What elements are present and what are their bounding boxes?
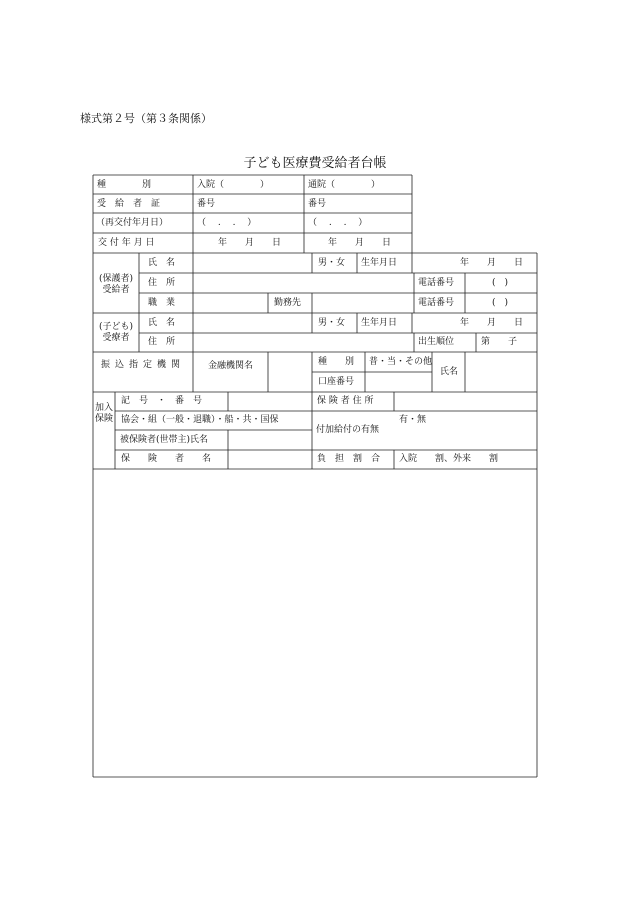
account-type-label: 種 別 (318, 357, 355, 367)
insurance-kind-field[interactable]: 協会・組（一般・退職）・船・共・国保 (121, 415, 279, 425)
guardian-occupation-label: 職 業 (148, 298, 176, 308)
issue-date-field-b[interactable]: 年 月 日 (328, 238, 392, 248)
cert-number-field-a[interactable]: 番号 (197, 199, 216, 209)
issue-date-label: 交 付 年 月 日 (98, 238, 155, 248)
burden-ratio-field[interactable]: 入院 割、外来 割 (399, 454, 499, 464)
guardian-phone-field-1[interactable]: ( ) (492, 278, 509, 288)
guardian-address-label: 住 所 (148, 278, 176, 288)
type-label: 種 別 (97, 180, 152, 190)
insurer-name-label: 保 険 者 名 (121, 454, 212, 464)
guardian-group-label: (保護者) 受給者 (98, 274, 134, 295)
notes-area[interactable] (94, 470, 536, 776)
reissue-date-field-b[interactable]: （ . . ） (308, 218, 368, 228)
insurance-symbol-label: 記 号 ・ 番 号 (121, 396, 203, 406)
recipient-cert-label: 受 給 者 証 (97, 199, 161, 209)
form-title: 子ども医療費受給者台帳 (243, 156, 387, 171)
reissue-date-label: （再交付年月日） (96, 218, 169, 228)
guardian-birth-field[interactable]: 年 月 日 (460, 258, 524, 268)
additional-benefit-label: 付加給付の有無 (316, 425, 380, 435)
designated-institution-label: 振込指定機関 (100, 360, 185, 370)
burden-ratio-label: 負 担 割 合 (317, 454, 381, 464)
account-number-label: 口座番号 (318, 377, 355, 387)
inpatient-field[interactable]: 入院（ ） (197, 180, 270, 190)
child-group-label: (子ども) 受療者 (98, 322, 134, 343)
financial-institution-label: 金融機関名 (207, 361, 253, 371)
issue-date-field-a[interactable]: 年 月 日 (218, 238, 282, 248)
guardian-phone-label-1: 電話番号 (418, 278, 455, 288)
guardian-name-label: 氏 名 (148, 258, 176, 268)
outpatient-field[interactable]: 通院（ ） (308, 180, 381, 190)
reissue-date-field-a[interactable]: （ . . ） (197, 218, 257, 228)
child-birth-order-field[interactable]: 第 子 (481, 337, 518, 347)
child-name-label: 氏 名 (148, 318, 176, 328)
child-birth-label: 生年月日 (361, 318, 398, 328)
child-birth-field[interactable]: 年 月 日 (460, 318, 524, 328)
insurance-group-label: 加入保険 (95, 403, 114, 424)
cert-number-field-b[interactable]: 番号 (308, 199, 327, 209)
account-holder-label: 氏名 (440, 367, 459, 377)
insured-name-label: 被保険者(世帯主)氏名 (120, 435, 209, 445)
additional-benefit-field[interactable]: 有・無 (399, 415, 427, 425)
guardian-phone-label-2: 電話番号 (418, 298, 455, 308)
guardian-phone-field-2[interactable]: ( ) (492, 298, 509, 308)
insurer-address-label: 保 険 者 住 所 (317, 396, 374, 406)
guardian-sex-field[interactable]: 男・女 (318, 258, 346, 268)
child-sex-field[interactable]: 男・女 (318, 318, 346, 328)
guardian-birth-label: 生年月日 (361, 258, 398, 268)
account-type-field[interactable]: 普・当・その他 (369, 357, 433, 367)
child-birth-order-label: 出生順位 (418, 337, 455, 347)
form-number: 様式第２号（第３条関係） (80, 112, 212, 125)
guardian-workplace-label: 勤務先 (274, 298, 302, 308)
child-address-label: 住 所 (148, 337, 176, 347)
